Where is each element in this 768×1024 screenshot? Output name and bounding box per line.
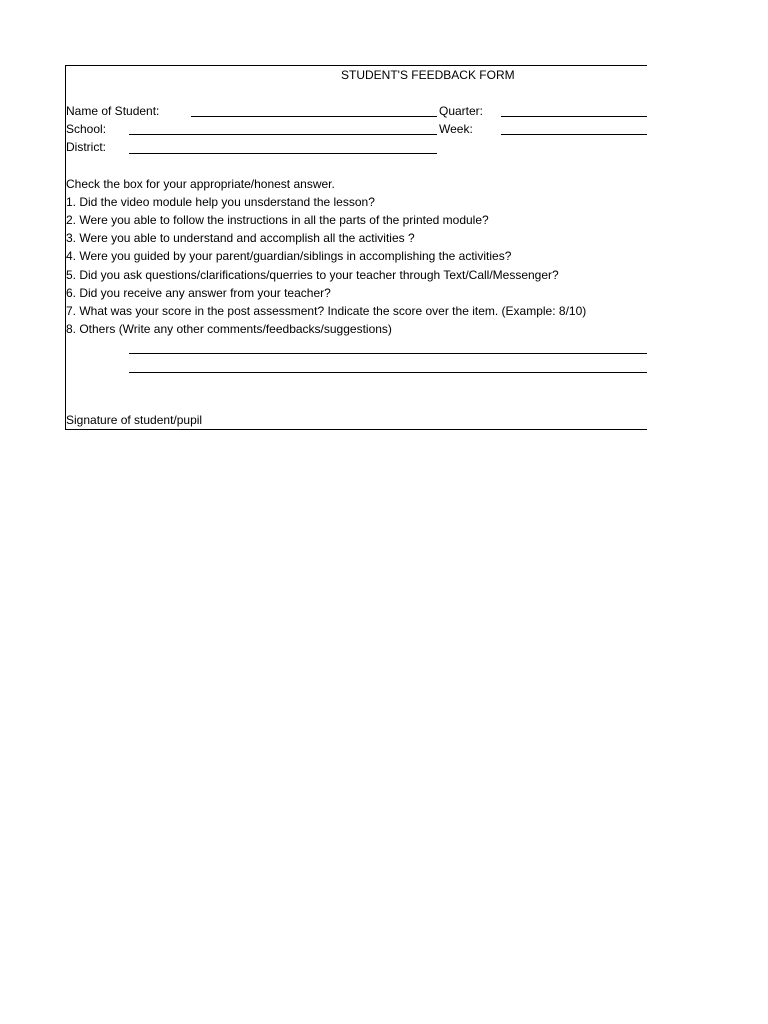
district-label: District:	[66, 140, 106, 154]
question-8: 8. Others (Write any other comments/feedbacks/suggestions)	[66, 322, 392, 336]
comment-line-1[interactable]	[129, 353, 647, 354]
question-4: 4. Were you guided by your parent/guardian/siblings in accomplishing the activities?	[66, 249, 512, 263]
week-label: Week:	[439, 122, 473, 136]
instruction-text: Check the box for your appropriate/honest answer.	[66, 177, 335, 191]
school-input-line[interactable]	[129, 134, 437, 135]
question-2: 2. Were you able to follow the instructions in all the parts of the printed module?	[66, 213, 489, 227]
week-input-line[interactable]	[501, 134, 647, 135]
district-input-line[interactable]	[129, 153, 437, 154]
quarter-input-line[interactable]	[501, 116, 647, 117]
comment-line-2[interactable]	[129, 372, 647, 373]
form-title: STUDENT'S FEEDBACK FORM	[341, 68, 515, 82]
signature-label: Signature of student/pupil	[66, 413, 203, 427]
question-7: 7. What was your score in the post assessment? Indicate the score over the item. (Example: 8/10)	[66, 304, 587, 318]
question-1: 1. Did the video module help you unsderstand the lesson?	[66, 195, 375, 209]
question-5: 5. Did you ask questions/clarifications/querries to your teacher through Text/Call/Messenger?	[66, 268, 559, 282]
feedback-form	[65, 65, 647, 430]
name-label: Name of Student:	[66, 104, 160, 118]
school-label: School:	[66, 122, 107, 136]
question-3: 3. Were you able to understand and accomplish all the activities ?	[66, 231, 415, 245]
question-6: 6. Did you receive any answer from your teacher?	[66, 286, 331, 300]
quarter-label: Quarter:	[439, 104, 484, 118]
name-input-line[interactable]	[191, 116, 437, 117]
